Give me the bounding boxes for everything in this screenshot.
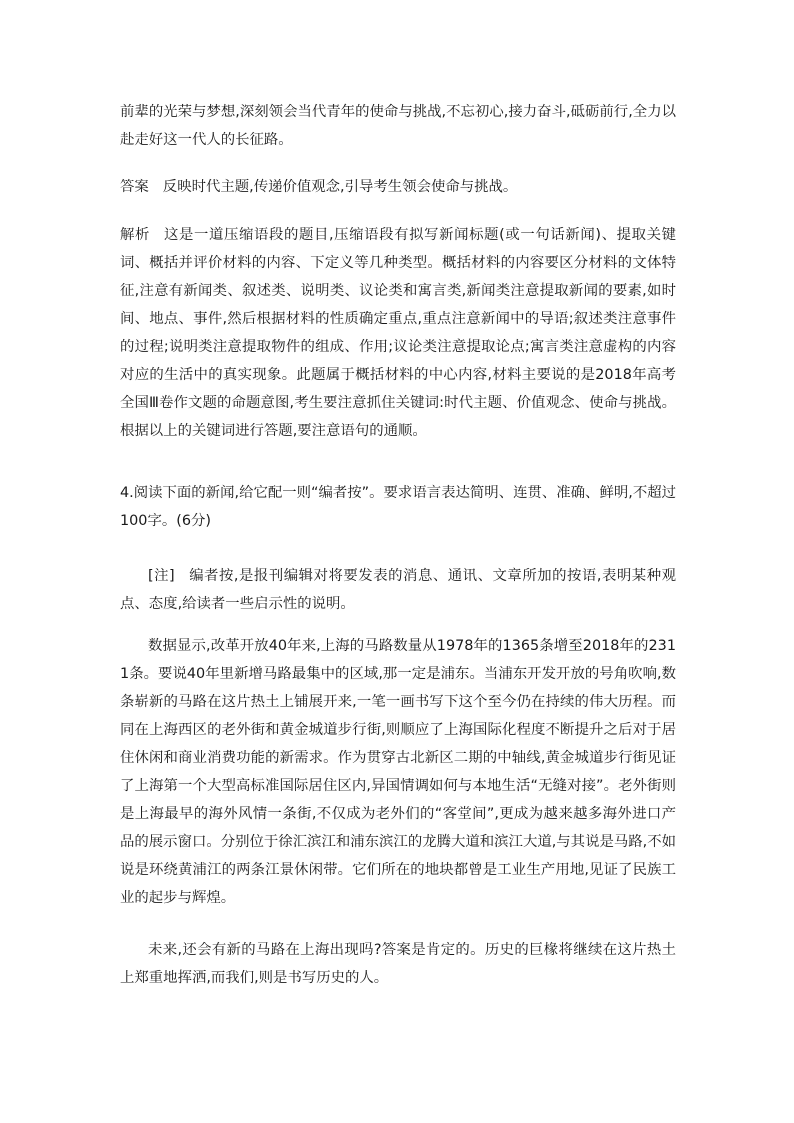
analysis-paragraph [120,221,676,445]
continuation-paragraph: 前辈的光荣与梦想,深刻领会当代青年的使命与挑战,不忘初心,接力奋斗,砥砺前行,全力以赴走好这一代人的长征路。 [120,104,676,148]
answer-paragraph [120,173,676,201]
analysis-label: 解析 [120,227,150,243]
answer-label: 答案 [120,179,149,195]
answer-text: 反映时代主题,传递价值观念,引导考生领会使命与挑战。 [162,179,518,195]
news-paragraph-1: 数据显示,改革开放40年来,上海的马路数量从1978年的1365条增至2018年的2311条。要说40年里新增马路最集中的区域,那一定是浦东。当浦东开发开放的号角吹响,数条崭新的马路在这片热土上铺展开来,一笔一画书写下这个至今仍在持续的伟大历程。而同在上海西区的老外街和黄金城道步行街,则顺应了上海国际化程度不断提升之后对于居住休闲和商业消费功能的新需求。作为贯穿古北新区二期的中轴线,黄金城道步行街见证了上海第一个大型高标准国际居住区内,异国情调如何与本地生活“无缝对接”。老外街则是上海最早的海外风情一条街,不仅成为老外们的“客堂间”,更成为越来越多海外进口产品的展示窗口。分别位于徐汇滨江和浦东滨江的龙腾大道和滨江大道,与其说是马路,不如说是环绕黄浦江的两条江景休闲带。它们所在的地块都曾是工业生产用地,见证了民族工业的起步与辉煌。 [120,638,676,906]
note-text: 编者按,是报刊编辑对将要发表的消息、通讯、文章所加的按语,表明某种观点、态度,给读者一些启示性的说明。 [120,568,677,612]
note-paragraph [120,562,676,618]
note-label: [注] [148,568,175,584]
question-4: 4.阅读下面的新闻,给它配一则“编者按”。要求语言表达简明、连贯、准确、鲜明,不超过100字。(6分) [120,485,676,529]
analysis-text: 这是一道压缩语段的题目,压缩语段有拟写新闻标题(或一句话新闻)、提取关键词、概括并评价材料的内容、下定义等几种类型。概括材料的内容要区分材料的文体特征,注意有新闻类、叙述类、说明类、议论类和寓言类,新闻类注意提取新闻的要素,如时间、地点、事件,然后根据材料的性质确定重点,重点注意新闻中的导语;叙述类注意事件的过程;说明类注意提取物件的组成、作用;议论类注意提取论点;寓言类注意虚构的内容对应的生活中的真实现象。此题属于概括材料的中心内容,材料主要说的是2018年高考全国Ⅲ卷作文题的命题意图,考生要注意抓住关键词:时代主题、价值观念、使命与挑战。根据以上的关键词进行答题,要注意语句的通顺。 [120,227,676,439]
news-paragraph-2: 未来,还会有新的马路在上海出现吗?答案是肯定的。历史的巨椽将继续在这片热土上郑重地挥洒,而我们,则是书写历史的人。 [120,942,676,986]
